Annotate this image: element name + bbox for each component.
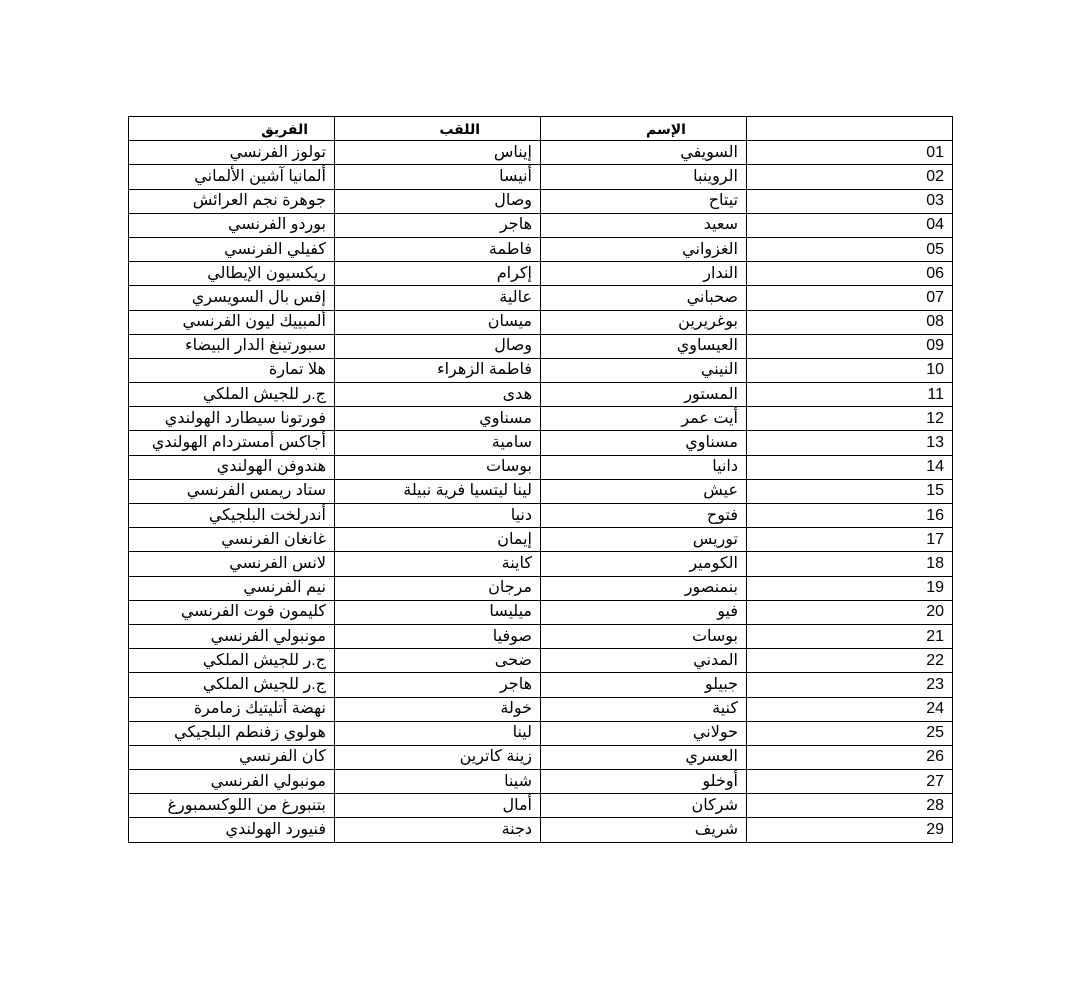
cell-club: بوردو الفرنسي <box>129 213 335 237</box>
cell-surname: دنيا <box>335 504 541 528</box>
cell-surname: شينا <box>335 770 541 794</box>
cell-name: عيش <box>541 479 747 503</box>
table-row <box>129 310 953 334</box>
table-row <box>129 552 953 576</box>
cell-surname: وصال <box>335 334 541 358</box>
header-number <box>747 117 953 141</box>
cell-club: نهضة أتليتيك زمامرة <box>129 697 335 721</box>
cell-surname: إكرام <box>335 262 541 286</box>
table-row <box>129 431 953 455</box>
table-row <box>129 528 953 552</box>
table-row <box>129 721 953 745</box>
cell-number: 01 <box>747 141 953 165</box>
cell-club: جوهرة نجم العرائش <box>129 189 335 213</box>
cell-name: الغزواني <box>541 237 747 261</box>
cell-surname: كاينة <box>335 552 541 576</box>
cell-surname: صوفيا <box>335 624 541 648</box>
cell-number: 15 <box>747 479 953 503</box>
table-row <box>129 624 953 648</box>
cell-name: النيني <box>541 358 747 382</box>
cell-name: فتوح <box>541 504 747 528</box>
cell-number: 24 <box>747 697 953 721</box>
cell-club: فنيورد الهولندي <box>129 818 335 842</box>
cell-name: بوغريرين <box>541 310 747 334</box>
cell-club: هولوي زفنطم البلجيكي <box>129 721 335 745</box>
cell-club: كليمون فوت الفرنسي <box>129 600 335 624</box>
cell-number: 20 <box>747 600 953 624</box>
header-name: الإسم <box>541 117 747 141</box>
cell-club: مونبولي الفرنسي <box>129 770 335 794</box>
cell-surname: أمال <box>335 794 541 818</box>
cell-name: سعيد <box>541 213 747 237</box>
cell-surname: عالية <box>335 286 541 310</box>
cell-number: 07 <box>747 286 953 310</box>
cell-number: 12 <box>747 407 953 431</box>
cell-club: إفس بال السويسري <box>129 286 335 310</box>
cell-name: المستور <box>541 383 747 407</box>
table-row <box>129 673 953 697</box>
table-row <box>129 213 953 237</box>
cell-number: 08 <box>747 310 953 334</box>
cell-name: العسري <box>541 745 747 769</box>
cell-number: 23 <box>747 673 953 697</box>
player-roster-table <box>128 116 953 843</box>
cell-name: فيو <box>541 600 747 624</box>
cell-number: 22 <box>747 649 953 673</box>
cell-club: فورتونا سيطارد الهولندي <box>129 407 335 431</box>
cell-club: ستاد ريمس الفرنسي <box>129 479 335 503</box>
cell-surname: خولة <box>335 697 541 721</box>
table-row <box>129 286 953 310</box>
cell-club: ريكسيون الإيطالي <box>129 262 335 286</box>
cell-number: 17 <box>747 528 953 552</box>
table-row <box>129 165 953 189</box>
cell-name: السويفي <box>541 141 747 165</box>
cell-name: شريف <box>541 818 747 842</box>
header-club: الفريق <box>129 117 335 141</box>
cell-surname: فاطمة <box>335 237 541 261</box>
cell-number: 02 <box>747 165 953 189</box>
cell-club: ج.ر للجيش الملكي <box>129 383 335 407</box>
cell-number: 10 <box>747 358 953 382</box>
cell-name: بوسات <box>541 624 747 648</box>
cell-number: 16 <box>747 504 953 528</box>
cell-surname: لينا <box>335 721 541 745</box>
table-row <box>129 794 953 818</box>
cell-club: ج.ر للجيش الملكي <box>129 673 335 697</box>
cell-club: أجاكس أمستردام الهولندي <box>129 431 335 455</box>
cell-name: بنمنصور <box>541 576 747 600</box>
table-row <box>129 407 953 431</box>
table-row <box>129 818 953 842</box>
cell-surname: ميليسا <box>335 600 541 624</box>
cell-surname: زينة كاترين <box>335 745 541 769</box>
cell-club: كفيلي الفرنسي <box>129 237 335 261</box>
cell-club: غانغان الفرنسي <box>129 528 335 552</box>
cell-surname: سامية <box>335 431 541 455</box>
cell-number: 06 <box>747 262 953 286</box>
cell-number: 21 <box>747 624 953 648</box>
cell-number: 05 <box>747 237 953 261</box>
table-row <box>129 383 953 407</box>
cell-number: 14 <box>747 455 953 479</box>
cell-surname: مرجان <box>335 576 541 600</box>
cell-number: 09 <box>747 334 953 358</box>
table-row <box>129 262 953 286</box>
cell-club: تولوز الفرنسي <box>129 141 335 165</box>
cell-name: صحباني <box>541 286 747 310</box>
cell-name: أوخلو <box>541 770 747 794</box>
table-row <box>129 141 953 165</box>
cell-surname: هاجر <box>335 673 541 697</box>
cell-number: 19 <box>747 576 953 600</box>
cell-club: ألمانيا آشين الألماني <box>129 165 335 189</box>
cell-number: 27 <box>747 770 953 794</box>
cell-surname: إيمان <box>335 528 541 552</box>
cell-club: هندوفن الهولندي <box>129 455 335 479</box>
cell-name: الروينبا <box>541 165 747 189</box>
cell-number: 03 <box>747 189 953 213</box>
cell-club: هلا تمارة <box>129 358 335 382</box>
cell-club: سبورتينغ الدار البيضاء <box>129 334 335 358</box>
cell-surname: بوسات <box>335 455 541 479</box>
cell-number: 18 <box>747 552 953 576</box>
cell-name: كنية <box>541 697 747 721</box>
table-row <box>129 479 953 503</box>
cell-surname: مسناوي <box>335 407 541 431</box>
cell-club: كان الفرنسي <box>129 745 335 769</box>
cell-number: 25 <box>747 721 953 745</box>
cell-name: دانيا <box>541 455 747 479</box>
table-row <box>129 455 953 479</box>
cell-surname: ميسان <box>335 310 541 334</box>
cell-name: حولاني <box>541 721 747 745</box>
table-row <box>129 504 953 528</box>
cell-surname: فاطمة الزهراء <box>335 358 541 382</box>
cell-club: بتنبورغ من اللوكسمبورغ <box>129 794 335 818</box>
cell-surname: وصال <box>335 189 541 213</box>
cell-number: 28 <box>747 794 953 818</box>
cell-number: 29 <box>747 818 953 842</box>
cell-club: مونبولي الفرنسي <box>129 624 335 648</box>
table-row <box>129 334 953 358</box>
cell-club: لانس الفرنسي <box>129 552 335 576</box>
cell-name: العيساوي <box>541 334 747 358</box>
table-row <box>129 358 953 382</box>
cell-surname: هاجر <box>335 213 541 237</box>
cell-surname: إيناس <box>335 141 541 165</box>
header-row <box>129 117 953 141</box>
table-row <box>129 576 953 600</box>
cell-club: نيم الفرنسي <box>129 576 335 600</box>
cell-name: الكومير <box>541 552 747 576</box>
cell-surname: أنيسا <box>335 165 541 189</box>
cell-name: المدني <box>541 649 747 673</box>
cell-number: 26 <box>747 745 953 769</box>
table-row <box>129 189 953 213</box>
cell-name: جبيلو <box>541 673 747 697</box>
table-row <box>129 697 953 721</box>
cell-name: الندار <box>541 262 747 286</box>
cell-club: أندرلخت البلجيكي <box>129 504 335 528</box>
cell-surname: ضحى <box>335 649 541 673</box>
header-surname: اللقب <box>335 117 541 141</box>
cell-name: تيتاح <box>541 189 747 213</box>
cell-name: أيت عمر <box>541 407 747 431</box>
cell-number: 13 <box>747 431 953 455</box>
table-row <box>129 237 953 261</box>
cell-club: ألمبييك ليون الفرنسي <box>129 310 335 334</box>
cell-name: توريس <box>541 528 747 552</box>
cell-club: ج.ر للجيش الملكي <box>129 649 335 673</box>
cell-surname: هدى <box>335 383 541 407</box>
cell-name: مسناوي <box>541 431 747 455</box>
cell-number: 11 <box>747 383 953 407</box>
cell-number: 04 <box>747 213 953 237</box>
cell-surname: دجنة <box>335 818 541 842</box>
cell-name: شركان <box>541 794 747 818</box>
table-row <box>129 745 953 769</box>
roster-body <box>129 141 953 842</box>
cell-surname: لينا ليتسيا فرية نبيلة <box>335 479 541 503</box>
table-row <box>129 770 953 794</box>
table-row <box>129 600 953 624</box>
table-row <box>129 649 953 673</box>
